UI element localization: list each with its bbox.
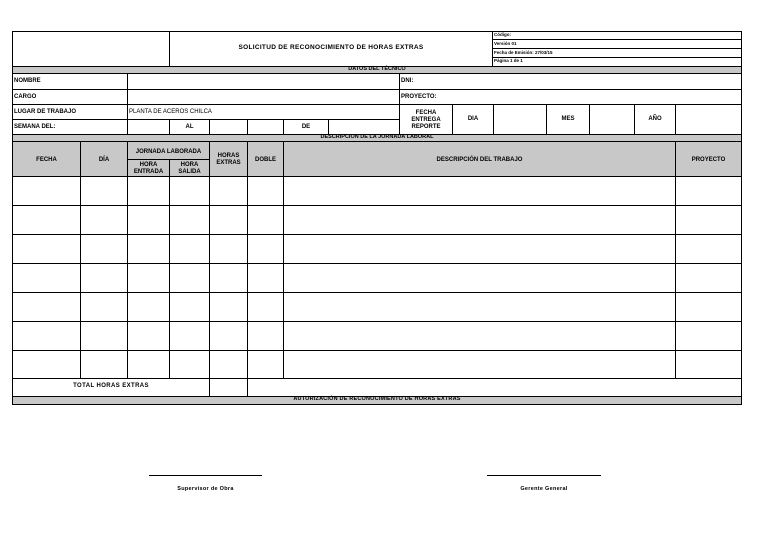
- table-row[interactable]: [13, 235, 741, 263]
- mes-label: MES: [561, 116, 575, 122]
- semana-desde-field[interactable]: [128, 120, 169, 134]
- dia-field[interactable]: [494, 105, 546, 134]
- al-label: AL: [185, 124, 194, 130]
- total-horas-extras-label: TOTAL HORAS EXTRAS: [73, 383, 149, 389]
- jornada-section-title: DESCRIPCION DE LA JORNADA LABORAL: [320, 134, 434, 140]
- dni-label: DNI:: [401, 78, 414, 84]
- col-hora-salida-l1: HORA: [180, 162, 199, 168]
- fecha-entrega-label-l3: REPORTE: [411, 124, 441, 130]
- col-doble: DOBLE: [255, 157, 276, 163]
- authorization-title: AUTORIZACIÓN DE RECONOCIMIENTO DE HORAS EXTRAS: [293, 396, 461, 402]
- signature-supervisor-label: Supervisor de Obra: [177, 486, 234, 492]
- dni-field[interactable]: [420, 74, 740, 89]
- fecha-entrega-label-l1: FECHA: [415, 110, 437, 116]
- nombre-field[interactable]: [128, 74, 399, 89]
- doc-code-label: Código:: [494, 32, 511, 37]
- doc-page-number: Página 1 de 1: [494, 58, 523, 63]
- table-row[interactable]: [13, 293, 741, 321]
- table-row[interactable]: [13, 177, 741, 205]
- tech-section-title: DATOS DEL TÉCNICO: [348, 66, 406, 72]
- doc-version: Versión 01: [494, 40, 517, 46]
- col-dia: DÍA: [98, 157, 110, 163]
- col-horas-extras-l1: HORAS: [217, 153, 240, 159]
- col-descripcion: DESCRIPCIÓN DEL TRABAJO: [436, 157, 523, 163]
- col-hora-entrada-l1: HORA: [139, 162, 158, 168]
- cargo-field[interactable]: [128, 90, 399, 104]
- signature-gerente-field[interactable]: [487, 450, 601, 475]
- nombre-label: NOMBRE: [14, 78, 41, 84]
- mes-field[interactable]: [590, 105, 634, 134]
- semana-anio-field[interactable]: [329, 120, 399, 134]
- col-proyecto: PROYECTO: [691, 157, 726, 163]
- anio-label: AÑO: [648, 116, 662, 122]
- doc-issue-date: Fecha de Emisión: 27/03/15: [494, 49, 553, 55]
- anio-field[interactable]: [676, 105, 741, 134]
- semana-label: SEMANA DEL:: [14, 124, 56, 130]
- form-title: SOLICITUD DE RECONOCIMIENTO DE HORAS EXTRAS: [238, 44, 424, 51]
- proyecto-field[interactable]: [440, 90, 740, 104]
- table-row[interactable]: [13, 322, 741, 350]
- col-jornada-laborada: JORNADA LABORADA: [135, 149, 202, 155]
- col-hora-salida-l2: SALIDA: [178, 169, 201, 175]
- semana-hasta-field[interactable]: [210, 120, 283, 134]
- de-label: DE: [301, 124, 311, 130]
- table-row[interactable]: [13, 264, 741, 292]
- col-hora-entrada-l2: ENTRADA: [133, 169, 164, 175]
- col-fecha: FECHA: [36, 157, 57, 163]
- proyecto-label: PROYECTO:: [401, 94, 437, 100]
- col-horas-extras-l2: EXTRAS: [216, 160, 241, 166]
- signature-gerente-label: Gerente General: [520, 486, 568, 492]
- company-logo-area: [13, 32, 169, 66]
- table-row[interactable]: [13, 206, 741, 234]
- cargo-label: CARGO: [14, 94, 37, 100]
- signature-supervisor-field[interactable]: [149, 450, 262, 475]
- total-horas-extras-field[interactable]: [210, 379, 247, 396]
- fecha-entrega-label-l2: ENTREGA: [411, 117, 441, 123]
- table-row[interactable]: [13, 351, 741, 378]
- lugar-trabajo-value: PLANTA DE ACEROS CHILCA: [129, 109, 212, 115]
- lugar-trabajo-label: LUGAR DE TRABAJO: [14, 109, 77, 115]
- dia-label: DIA: [467, 116, 479, 122]
